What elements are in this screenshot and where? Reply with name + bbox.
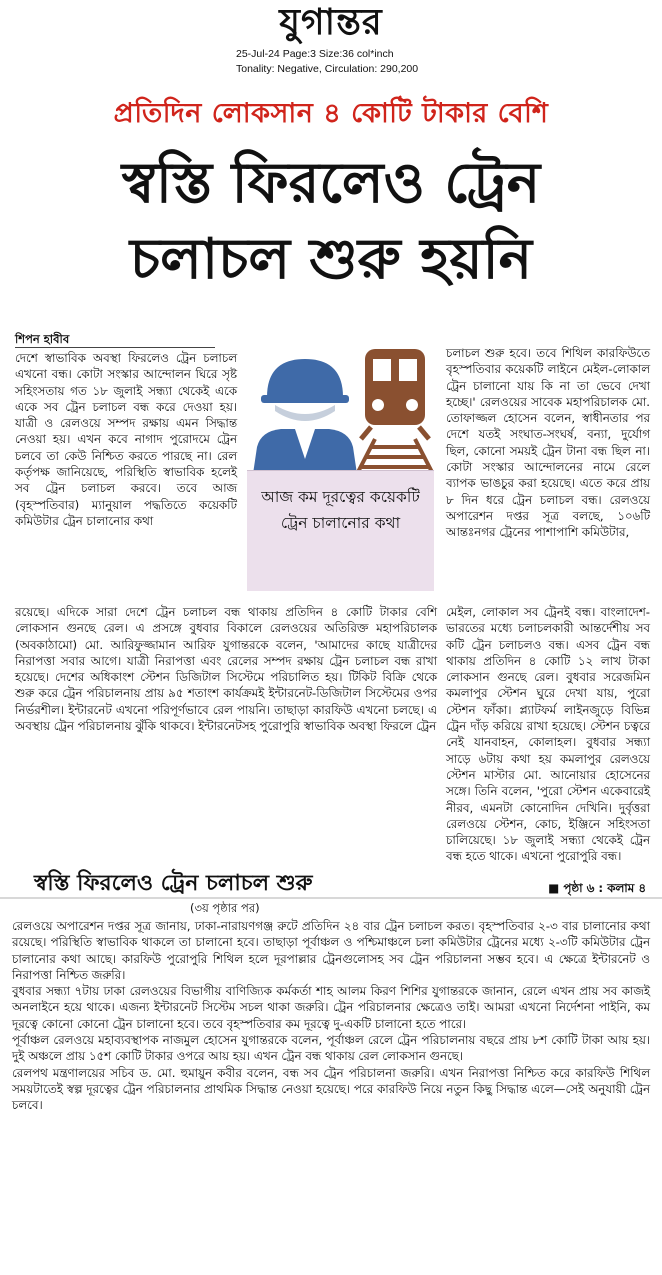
clip-tonality-line: Tonality: Negative, Circulation: 290,200 xyxy=(236,63,419,75)
continuation-paragraph: রেলপথ মন্ত্রণালয়ের সচিব ড. মো. হুমায়ুন কবীর বলেন, বন্ধ সব ট্রেন পরিচালনা জরুরি। এখন নিরাপত্তা নিশ্চিত করে কারফিউ শিথিল সময়টাতেই স্বল্প দূরত্বের ট্রেন পরিচালনার প্রাথমিক সিদ্ধান্ত নেওয়া হয়েছে। পরে কারফিউ নিয়ে নতুন কিছু সিদ্ধান্ত এলে—সেই অনুযায়ী ট্রেন চলবে। xyxy=(12,1065,650,1113)
continuation-from-page: (৩য় পৃষ্ঠার পর) xyxy=(190,901,260,915)
article-kicker: প্রতিদিন লোকসান ৪ কোটি টাকার বেশি xyxy=(113,98,549,129)
headline-line-1: স্বস্তি ফিরলেও ট্রেন xyxy=(121,150,541,216)
left-column-text: দেশে স্বাভাবিক অবস্থা ফিরলেও ট্রেন চলাচল এখনো বন্ধ। কোটা সংস্কার আন্দোলন ঘিরে সৃষ্ট সহিংসতায় গত ১৮ জুলাই সন্ধ্যা থেকেই একে একে সব ট্রেন চলাচল বন্ধ করে দেওয়া হয়। যাত্রী ও রেলওয়ে সম্পদ রক্ষায় এমন সিদ্ধান্ত নেওয়া হয়। এখন কবে নাগাদ পুরোদমে ট্রেন চলবে তা কেউ নিশ্চিত করতে পারছে না। রেল কর্তৃপক্ষ জানিয়েছে, পরিস্থিতি স্বাভাবিক হলেই সব ট্রেন চলাচল করবে। তবে আজ (বৃহস্পতিবার) ম্যানুয়াল পদ্ধতিতে কয়েকটি কমিউটার ট্রেন চালানোর কথা xyxy=(15,351,237,528)
byline: শিপন হাবীব xyxy=(15,332,70,346)
clip-date-line: 25-Jul-24 Page:3 Size:36 col*inch xyxy=(236,48,394,60)
left-lower-text: রয়েছে। এদিকে সারা দেশে ট্রেন চলাচল বন্ধ থাকায় প্রতিদিন ৪ কোটি টাকার বেশি লোকসান গুনছে রেল। এ প্রসঙ্গে বুধবার বিকালে রেলওয়ের অতিরিক্ত মহাপরিচালক (অবকাঠামো) মো. আরিফুজ্জামান আরিফ যুগান্তরকে বলেন, 'আমাদের কাছে যাত্রীদের নিরাপত্তা সবার আগে। যাত্রী নিরাপত্তা এবং রেলের সম্পদ রক্ষায় ট্রেন চলাচল বন্ধ রাখা হয়েছে। দেশের অধিকাংশ স্টেশন ডিজিটাল সিস্টেমে পরিচালিত হয়। টিকিট বিক্রি থেকে শুরু করে ট্রেন পরিচালনায় প্রায় ৯৫ শতাংশ কার্যক্রমই ইন্টারনেট-ডিজিটাল সিস্টেমের ওপর নির্ভরশীল। ইন্টারনেট এখনো পরিপূর্ণভাবে রেল পায়নি। তাছাড়া কারফিউ এখনো চলছে। এ অবস্থায় ট্রেন পরিচালনায় ঝুঁকি থাকবে। ইন্টারনেটসহ পুরোপুরি স্বাভাবিক অবস্থা ফিরলে ট্রেন xyxy=(15,605,437,734)
graphic-illustration xyxy=(247,339,434,474)
continuation-note: ■ পৃষ্ঠা ৬ : কলাম ৪ xyxy=(548,881,646,895)
continuation-body xyxy=(12,918,650,1114)
train-track-icon xyxy=(357,349,433,474)
continuation-paragraph: পূর্বাঞ্চল রেলওয়ে মহাব্যবস্থাপক নাজমুল হোসেন যুগান্তরকে বলেন, পূর্বাঞ্চল রেলে ট্রেন পরিচালনায় বছরে প্রায় ৮শ কোটি টাকা আয় হয়। দুই অঞ্চলে প্রায় ১৫শ কোটি টাকার ওপরে আয় হয়। এখন ট্রেন বন্ধ থাকায় রেল লোকসান গুনছে। xyxy=(12,1033,650,1064)
right-lower-text: মেইল, লোকাল সব ট্রেনই বন্ধ। বাংলাদেশ-ভারতের মধ্যে চলাচলকারী আন্তর্দেশীয় সব কটি ট্রেন চলাচলও বন্ধ। এসব ট্রেন বন্ধ থাকায় প্রতিদিন ৪ কোটি ১২ লাখ টাকা লোকসান গুনছে রেল। বুধবার সরেজমিন কমলাপুর স্টেশন ঘুরে দেখা যায়, পুরো স্টেশন ফাঁকা। প্ল্যাটফর্ম লাইনজুড়ে বিভিন্ন ট্রেন দাঁড় করিয়ে রাখা হয়েছে। স্টেশন চত্বরে নেই যানবাহন, কোলাহল। বুধবার সন্ধ্যা সাড়ে ৬টায় কথা হয় কমলাপুর রেলওয়ে স্টেশন মাস্টার মো. আনোয়ার হোসেনের সঙ্গে। তিনি বলেন, 'পুরো স্টেশন একেবারেই নীরব, এমনটা কোনোদিন দেখিনি। দুর্বৃত্তরা রেলওয়ে স্টেশন, কোচ, ইঞ্জিনে সহিংসতা চালিয়েছে। ১৮ জুলাই সন্ধ্যা থেকেই ট্রেন বন্ধ হতে থাকে। এখনো পুরোপুরি বন্ধ। xyxy=(446,605,650,864)
worker-helmet-icon xyxy=(253,359,357,474)
right-column-text: চলাচল শুরু হবে। তবে শিথিল কারফিউতে বৃহস্পতিবার কয়েকটি লাইনে মেইল-লোকাল ট্রেন চালানো যায় কি না তা ভেবে দেখা হচ্ছে।' রেলওয়ের সাবেক মহাপরিচালক মো. তোফাজ্জল হোসেন বলেন, স্বাধীনতার পর দেশে যতই সংঘাত-সংঘর্ষ, বন্যা, দুর্যোগ ছিল, কোনো সময়ই ট্রেন টানা বন্ধ ছিল না। কোটা সংস্কার আন্দোলনের নামে রেলে ব্যাপক ভাঙচুর করা হয়েছে। এতে করে প্রায় ৮ দিন ধরে ট্রেন চলাচল বন্ধ। রেলওয়ে অপারেশন দপ্তর সূত্র বলছে, ১০৬টি আন্তঃনগর ট্রেনের পাশাপাশি কমিউটার, xyxy=(446,346,650,540)
right-column xyxy=(446,345,650,541)
continuation-paragraph: রেলওয়ে অপারেশন দপ্তর সূত্র জানায়, ঢাকা-নারায়ণগঞ্জ রুটে প্রতিদিন ২৪ বার ট্রেন চলাচল করত। বৃহস্পতিবার ২-৩ বার চালানোর কথা রয়েছে। পরিস্থিতি স্বাভাবিক থাকলে তা চালানো হবে। তাছাড়া পূর্বাঞ্চল ও পশ্চিমাঞ্চলে চলা কমিউটার ট্রেনের মধ্যে ২-৩টি কমিউটার ট্রেন চালানোর কথা আছে। কারফিউ পুরোপুরি শিথিল হলে দূরপাল্লার ট্রেনগুলোসহ সব ট্রেন পরিচালনা সম্ভব হবে। এ ক্ষেত্রে ইন্টারনেট ও নিরাপত্তা নিশ্চিত জরুরি। xyxy=(12,919,650,982)
continuation-paragraph: বুধবার সন্ধ্যা ৭টায় ঢাকা রেলওয়ের বিভাগীয় বাণিজ্যিক কর্মকর্তা শাহ আলম কিরণ শিশির যুগান্তরকে জানান, রেলে এখন প্রায় সব কাজই অনলাইনে হয়ে থাকে। এজন্য ইন্টারনেট সিস্টেম সচল থাকা জরুরি। ট্রেন পরিচালনার ক্ষেত্রেও তাই। আমরা এখনো নির্দেশনা পাইনি, কম দূরত্বে কোনো কোনো ট্রেন চালানো হবে। তবে বৃহস্পতিবার কম দূরত্বে দু-একটি চালানো হতে পারে। xyxy=(12,984,650,1031)
byline-rule xyxy=(15,347,215,348)
right-lower-column xyxy=(446,604,650,865)
left-lower-column xyxy=(15,604,437,734)
headline-line-2: চলাচল শুরু হয়নি xyxy=(129,226,533,292)
continuation-headline: স্বস্তি ফিরলেও ট্রেন চলাচল শুরু xyxy=(34,871,313,896)
graphic-caption: আজ কম দূরত্বের কয়েকটি ট্রেন চালানোর কথা xyxy=(261,488,420,532)
masthead-logo: যুগান্তর xyxy=(279,1,383,43)
left-column xyxy=(15,350,237,529)
